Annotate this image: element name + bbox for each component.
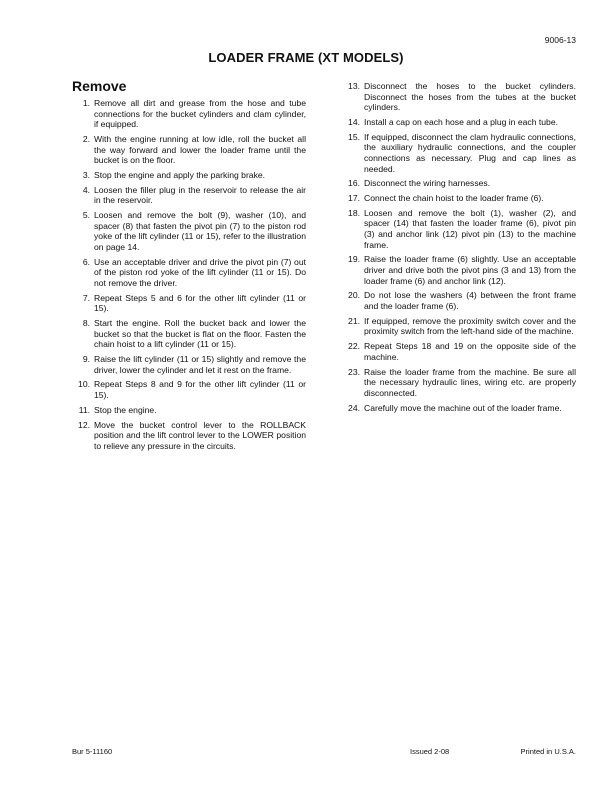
- step-text: If equipped, remove the proximity switch cover and the proximity switch from the left-hand side of the machine.: [364, 315, 576, 337]
- step-number: 7.: [82, 292, 90, 303]
- step-text: Disconnect the wiring harnesses.: [364, 178, 491, 189]
- page-number: 9006-13: [544, 35, 576, 45]
- steps-column-left: [72, 98, 306, 455]
- step-text: Raise the loader frame from the machine. Be sure all the necessary hydraulic lines, wiring etc. are properly disconnected.: [364, 366, 576, 398]
- step-item: [342, 208, 576, 250]
- step-item: [342, 367, 576, 399]
- step-item: [72, 210, 306, 252]
- step-number: 21.: [348, 315, 360, 326]
- step-text: Remove all dirt and grease from the hose and tube connections for the bucket cylinders and clam cylinder, if equipped.: [94, 98, 306, 130]
- step-item: [72, 98, 306, 130]
- steps-column-right: [342, 81, 576, 417]
- step-number: 23.: [348, 366, 360, 377]
- step-text: Do not lose the washers (4) between the front frame and the loader frame (6).: [364, 290, 576, 311]
- step-text: Stop the engine and apply the parking brake.: [94, 169, 266, 180]
- step-number: 1.: [82, 98, 90, 108]
- step-text: Start the engine. Roll the bucket back and lower the bucket so that the bucket is flat on the floor. Fasten the chain hoist to a lift cylinder (11 or 15).: [94, 318, 306, 350]
- step-number: 4.: [82, 184, 90, 195]
- step-number: 5.: [82, 210, 90, 221]
- step-text: Loosen and remove the bolt (9), washer (10), and spacer (8) that fasten the pivot pin (7) to the piston rod yoke of the lift cylinder (11 or 15), refer to the illustration on page 14.: [94, 210, 306, 252]
- section-heading: Remove: [72, 78, 127, 94]
- step-number: 22.: [348, 341, 360, 352]
- step-text: Repeat Steps 18 and 19 on the opposite side of the machine.: [364, 341, 576, 362]
- step-item: [72, 318, 306, 350]
- step-text: Stop the engine.: [94, 404, 157, 415]
- footer-printed: Printed in U.S.A.: [520, 747, 576, 756]
- step-number: 20.: [348, 290, 360, 301]
- step-text: Move the bucket control lever to the ROLLBACK position and the lift control lever to the LOWER position to relieve any pressure in the circuits.: [94, 419, 306, 451]
- step-item: [72, 257, 306, 289]
- step-number: 19.: [348, 254, 360, 265]
- step-number: 13.: [348, 81, 360, 91]
- step-number: 3.: [82, 169, 90, 180]
- step-text: If equipped, disconnect the clam hydraulic connections, the auxiliary hydraulic connections, and the coupler connections as necessary. Plug and cap lines as needed.: [364, 131, 576, 174]
- step-number: 9.: [82, 353, 90, 364]
- step-text: With the engine running at low idle, roll the bucket all the way forward and lower the loader frame until the bucket is on the floor.: [94, 133, 306, 166]
- step-item: [72, 420, 306, 452]
- step-number: 12.: [78, 419, 90, 430]
- step-number: 18.: [348, 207, 360, 218]
- step-item: [342, 341, 576, 362]
- step-item: [72, 379, 306, 400]
- step-text: Carefully move the machine out of the loader frame.: [364, 402, 562, 413]
- step-text: Use an acceptable driver and drive the pivot pin (7) out of the piston rod yoke of the lift cylinder (11 or 15). Do not remove the driver.: [94, 256, 306, 288]
- step-text: Disconnect the hoses to the bucket cylinders. Disconnect the hoses from the tubes at the bucket cylinders.: [364, 81, 576, 113]
- step-item: [72, 354, 306, 375]
- step-text: Raise the loader frame (6) slightly. Use an acceptable driver and drive both the pivot pins (3 and 13) from the loader frame (6) and anchor link (12).: [364, 254, 576, 286]
- step-item: [342, 290, 576, 311]
- step-number: 8.: [82, 318, 90, 328]
- step-item: [342, 132, 576, 174]
- step-number: 15.: [348, 131, 360, 142]
- step-number: 17.: [348, 193, 360, 204]
- step-number: 2.: [82, 133, 90, 144]
- step-item: [342, 403, 576, 414]
- step-number: 24.: [348, 402, 360, 413]
- step-text: Repeat Steps 5 and 6 for the other lift cylinder (11 or 15).: [94, 292, 306, 314]
- step-text: Raise the lift cylinder (11 or 15) slightly and remove the driver, lower the cylinder and let it rest on the frame.: [94, 353, 306, 375]
- step-text: Connect the chain hoist to the loader frame (6).: [364, 193, 544, 204]
- step-number: 11.: [78, 404, 90, 415]
- step-item: [72, 134, 306, 166]
- step-item: [72, 185, 306, 206]
- step-number: 6.: [82, 256, 90, 267]
- step-number: 16.: [348, 178, 360, 189]
- step-number: 10.: [78, 379, 90, 390]
- step-text: Loosen and remove the bolt (1), washer (2), and spacer (14) that fasten the loader frame (6), pivot pin (3) and anchor link (12) pivot pin (13) to the machine frame.: [364, 207, 576, 250]
- step-text: Repeat Steps 8 and 9 for the other lift cylinder (11 or 15).: [94, 379, 306, 400]
- step-text: Install a cap on each hose and a plug in each tube.: [364, 116, 558, 127]
- step-item: [72, 293, 306, 314]
- step-item: [342, 117, 576, 128]
- footer-issued: Issued 2-08: [410, 747, 450, 756]
- step-number: 14.: [348, 116, 360, 127]
- step-item: [342, 254, 576, 286]
- step-item: [342, 81, 576, 113]
- step-text: Loosen the filler plug in the reservoir to release the air in the reservoir.: [94, 184, 306, 206]
- step-item: [342, 316, 576, 337]
- footer-doc-number: Bur 5-11160: [72, 747, 113, 756]
- step-item: [342, 193, 576, 204]
- step-item: [342, 178, 576, 189]
- step-item: [72, 170, 306, 181]
- page-title: LOADER FRAME (XT MODELS): [208, 50, 404, 65]
- step-item: [72, 405, 306, 416]
